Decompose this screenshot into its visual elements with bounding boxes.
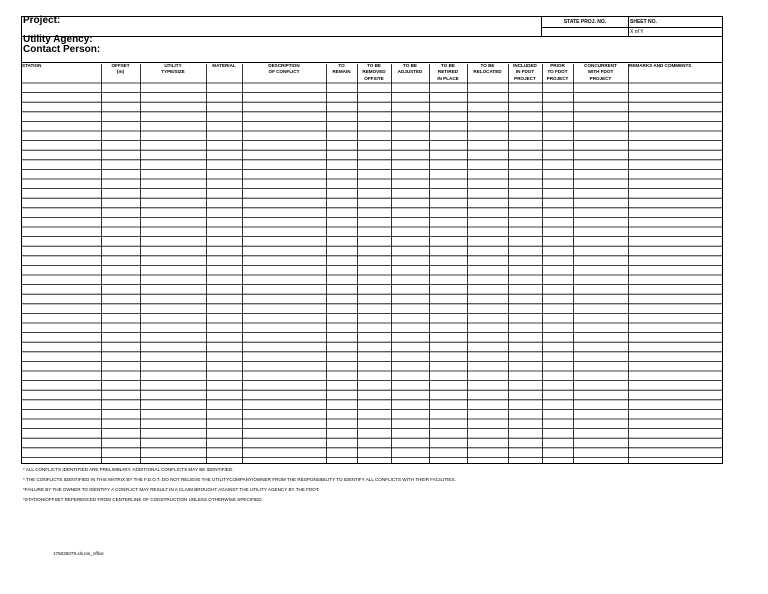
header-divider-mid — [21, 36, 723, 37]
column-header-line: TO BE — [367, 63, 381, 68]
note-station-offset: *STATION/OFFSET REFERENCED FROM CENTERLINE OF CONSTRUCTION UNLESS OTHERWISE SPECIFIED. — [23, 497, 263, 502]
project-label: Project: — [23, 15, 61, 26]
contact-person-label: Contact Person: — [23, 44, 101, 55]
column-header-line: TO BE — [441, 63, 455, 68]
column-header-line: TYPE/SIZE — [161, 69, 185, 75]
column-header-line: OF CONFLICT — [268, 69, 300, 75]
note-preliminary: * ALL CONFLICTS IDENTIFIED ARE PRELIMINARY. ADDITIONAL CONFLICTS MAY BE IDENTIFIED. — [23, 467, 234, 472]
column-header-line: REMAIN — [332, 69, 351, 75]
column-header-line: STATION — [22, 63, 42, 68]
column-header-line: DESCRIPTION — [268, 63, 300, 68]
column-header-line: PRIOR — [550, 63, 565, 68]
column-header-line: IN PLACE — [437, 75, 459, 81]
column-header-line: OFFSITE — [364, 75, 384, 81]
header-divider-top — [541, 27, 723, 28]
column-header-line: ADJUSTED — [397, 69, 423, 75]
conflict-table-grid — [21, 64, 723, 464]
column-header-line: PROJECT — [514, 75, 536, 81]
column-header-line: TO — [338, 63, 345, 68]
note-failure: *FAILURE BY THE OWNER TO IDENTIFY A CONFLICT MAY RESULT IN A CLAIM BROUGHT AGAINST THE UTILITY AGENCY BY THE FDOT. — [23, 487, 320, 492]
header-vline-2 — [628, 16, 629, 36]
note-responsibility: * THE CONFLICTS IDENTIFIED IN THIS MATRIX BY THE F.D.O.T. DO NOT RELIEVE THE UTILITYCOMPANY/OWNER FROM THE RESPONSIBILITY TO IDENTIFY ALL CONFLICTS WITH THEIR FACILITIES. — [23, 477, 456, 482]
column-header-line: IN FDOT — [515, 69, 535, 75]
column-header-line: UTILITY — [164, 63, 182, 68]
column-header-line: REMARKS AND COMMENTS — [629, 63, 692, 68]
column-header-line: OFFSET — [111, 63, 130, 68]
state-proj-no-label: STATE PROJ. NO. — [563, 19, 607, 25]
column-header-line: MATERIAL — [212, 63, 236, 68]
column-header-line: TO FDOT — [547, 69, 568, 75]
column-header-line: RETIRED — [437, 69, 459, 75]
conflict-table — [21, 64, 723, 464]
utility-agency-label: Utility Agency: — [23, 34, 93, 45]
notes-block — [23, 465, 456, 505]
column-header-line: TO BE — [403, 63, 417, 68]
footer-file-name: 175025079.xls.ms_office — [53, 551, 104, 556]
column-header-line: WITH FDOT — [587, 69, 614, 75]
column-header-line: PROJECT — [546, 75, 569, 81]
sheet-no-value: X of Y — [630, 29, 644, 35]
sheet-no-label: SHEET NO. — [630, 19, 657, 25]
column-header-line: CONCURRENT — [584, 63, 617, 68]
column-header-line: TO BE — [480, 63, 495, 68]
column-header-line: (m) — [116, 69, 125, 75]
column-header-line: RELOCATED — [473, 69, 502, 75]
column-header-line: PROJECT — [589, 75, 612, 81]
column-header-line: REMOVED — [362, 69, 386, 75]
column-header-line: INCLUDED — [513, 63, 537, 68]
